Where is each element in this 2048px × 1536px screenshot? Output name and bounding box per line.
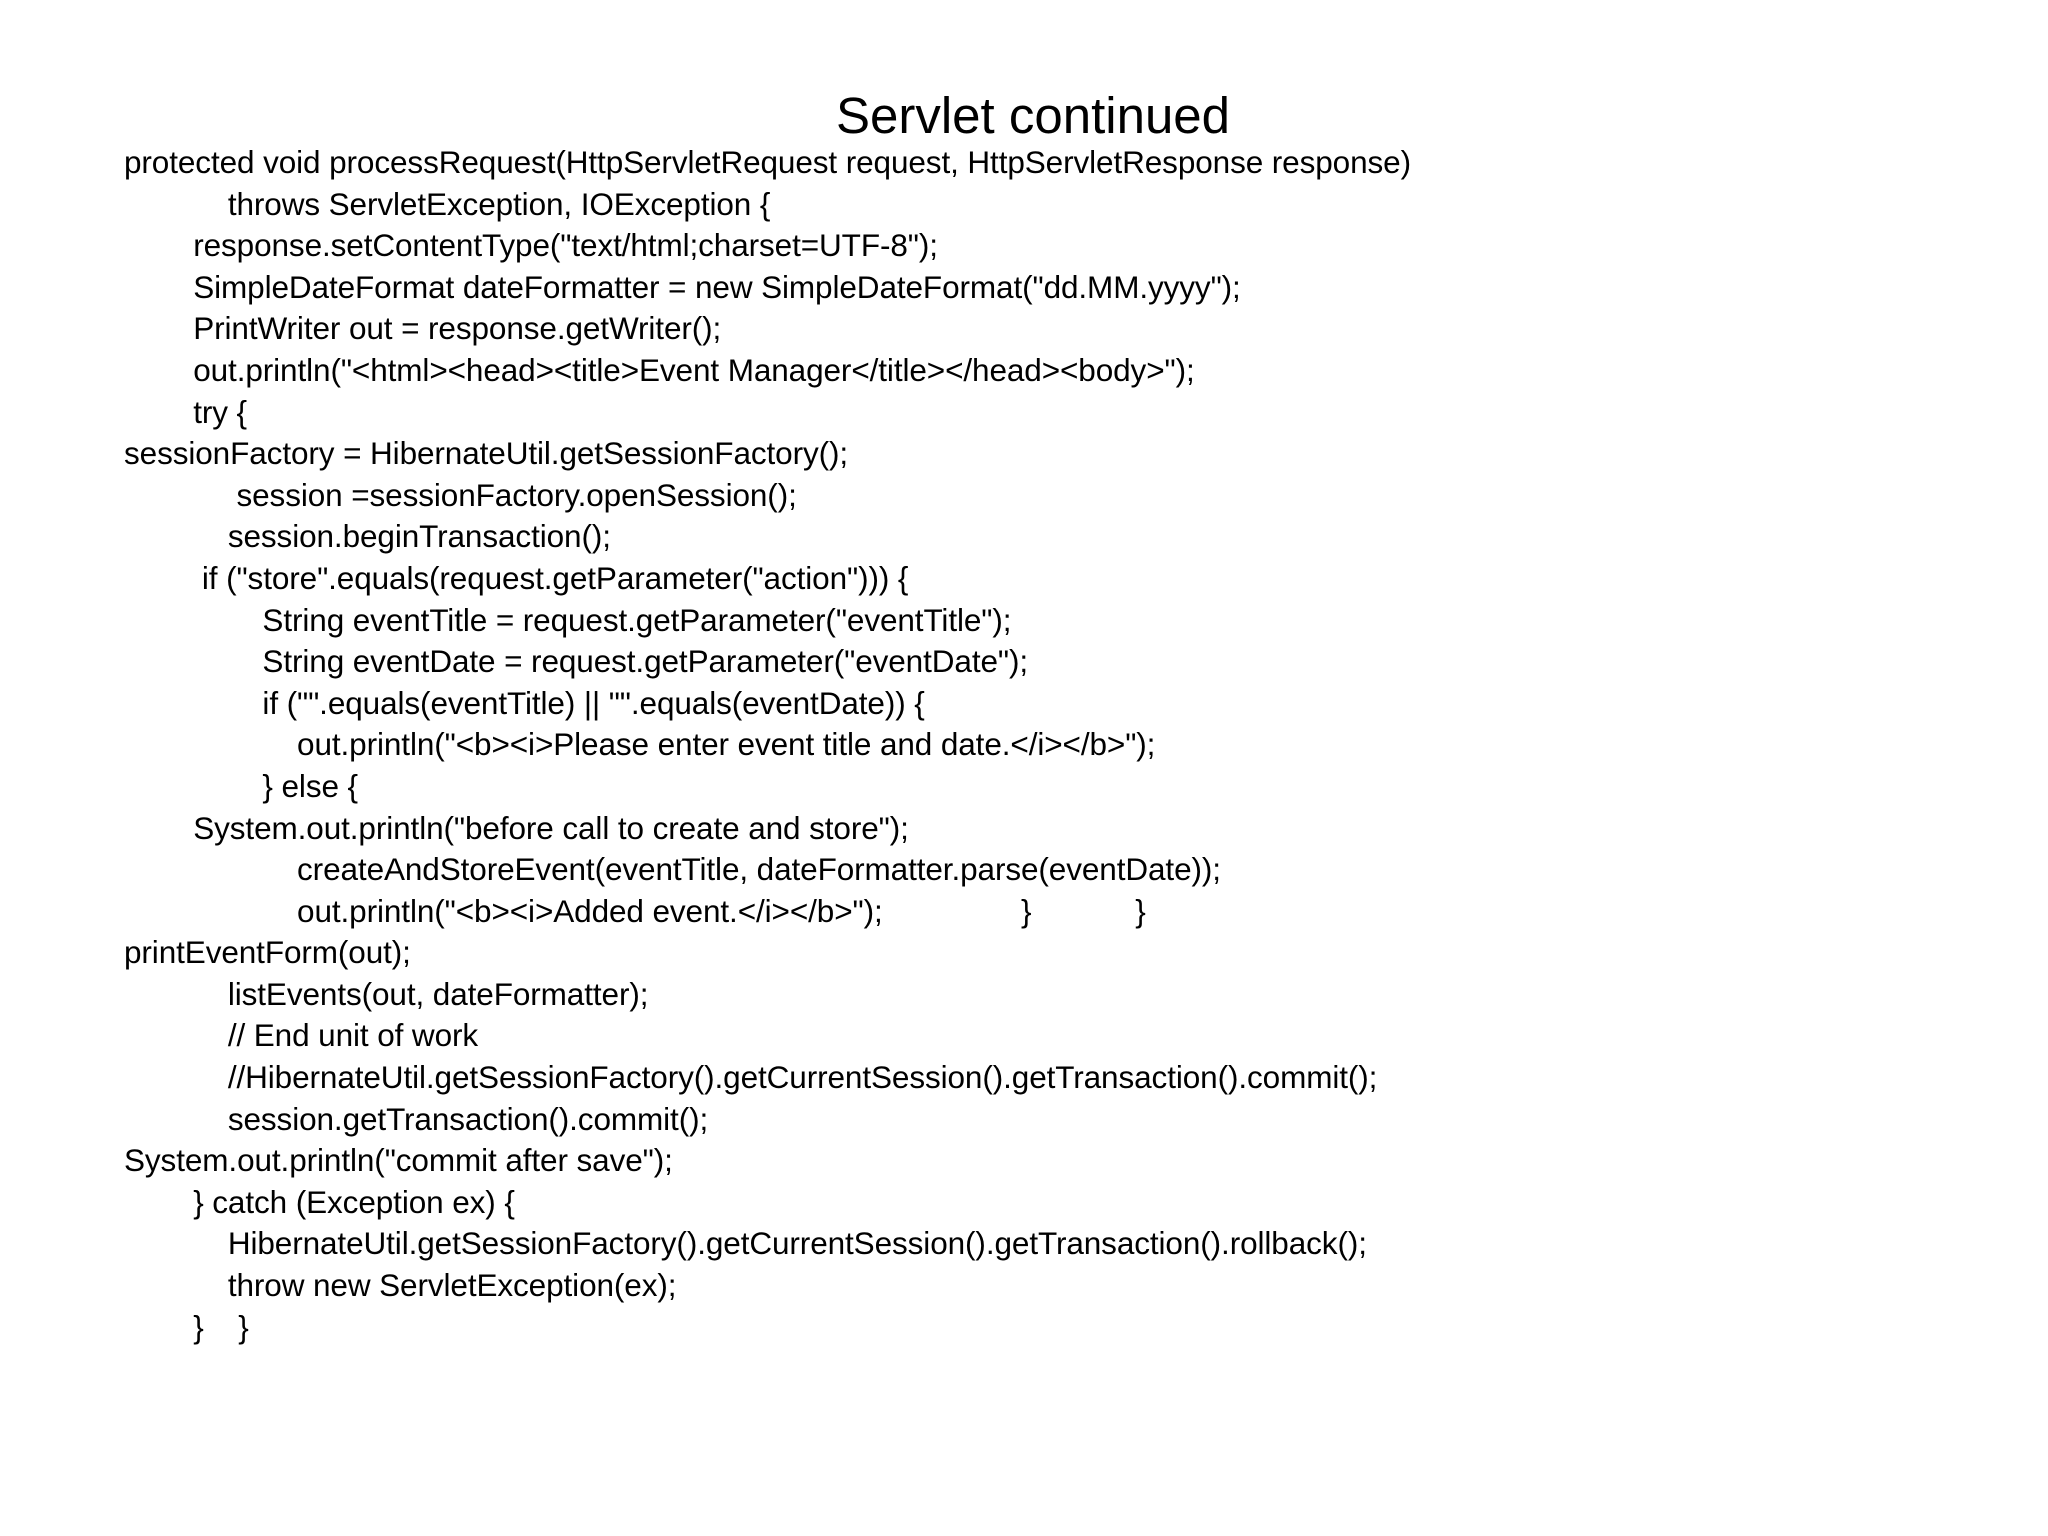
code-line: } } — [124, 1308, 249, 1345]
code-line: //HibernateUtil.getSessionFactory().getCurrentSession().getTransaction().commit(); — [124, 1059, 1378, 1096]
code-line: sessionFactory = HibernateUtil.getSessionFactory(); — [124, 435, 849, 472]
code-line: protected void processRequest(HttpServletRequest request, HttpServletResponse response) — [124, 144, 1411, 180]
code-line: listEvents(out, dateFormatter); — [124, 975, 649, 1012]
code-line: session =sessionFactory.openSession(); — [124, 476, 797, 513]
code-line: try { — [124, 393, 247, 430]
code-line: } else { — [124, 767, 358, 804]
code-line: out.println("<b><i>Please enter event title and date.</i></b>"); — [124, 726, 1156, 763]
code-line: throws ServletException, IOException { — [124, 185, 771, 222]
code-line: HibernateUtil.getSessionFactory().getCurrentSession().getTransaction().rollback(); — [124, 1225, 1367, 1262]
code-line: out.println("<b><i>Added event.</i></b>"); } } — [124, 892, 1146, 929]
code-line: PrintWriter out = response.getWriter(); — [124, 310, 722, 347]
code-line: System.out.println("commit after save"); — [124, 1142, 673, 1179]
code-line: session.getTransaction().commit(); — [124, 1100, 709, 1137]
code-line: // End unit of work — [124, 1017, 479, 1054]
code-line: } catch (Exception ex) { — [124, 1183, 515, 1220]
code-line: createAndStoreEvent(eventTitle, dateFormatter.parse(eventDate)); — [124, 851, 1221, 888]
code-line: if ("".equals(eventTitle) || "".equals(eventDate)) { — [124, 684, 925, 721]
code-line: throw new ServletException(ex); — [124, 1267, 677, 1304]
code-line: String eventDate = request.getParameter("eventDate"); — [124, 643, 1029, 680]
code-line: SimpleDateFormat dateFormatter = new SimpleDateFormat("dd.MM.yyyy"); — [124, 268, 1241, 305]
code-line: session.beginTransaction(); — [124, 518, 611, 555]
code-line: System.out.println("before call to create and store"); — [124, 809, 909, 846]
code-line: printEventForm(out); — [124, 934, 411, 971]
code-line: if ("store".equals(request.getParameter("action"))) { — [124, 559, 909, 596]
code-line: String eventTitle = request.getParameter("eventTitle"); — [124, 601, 1012, 638]
code-block — [124, 142, 2024, 1348]
code-line: out.println("<html><head><title>Event Manager</title></head><body>"); — [124, 351, 1195, 388]
code-line: response.setContentType("text/html;charset=UTF-8"); — [124, 227, 938, 264]
slide-title: Servlet continued — [835, 87, 1231, 144]
